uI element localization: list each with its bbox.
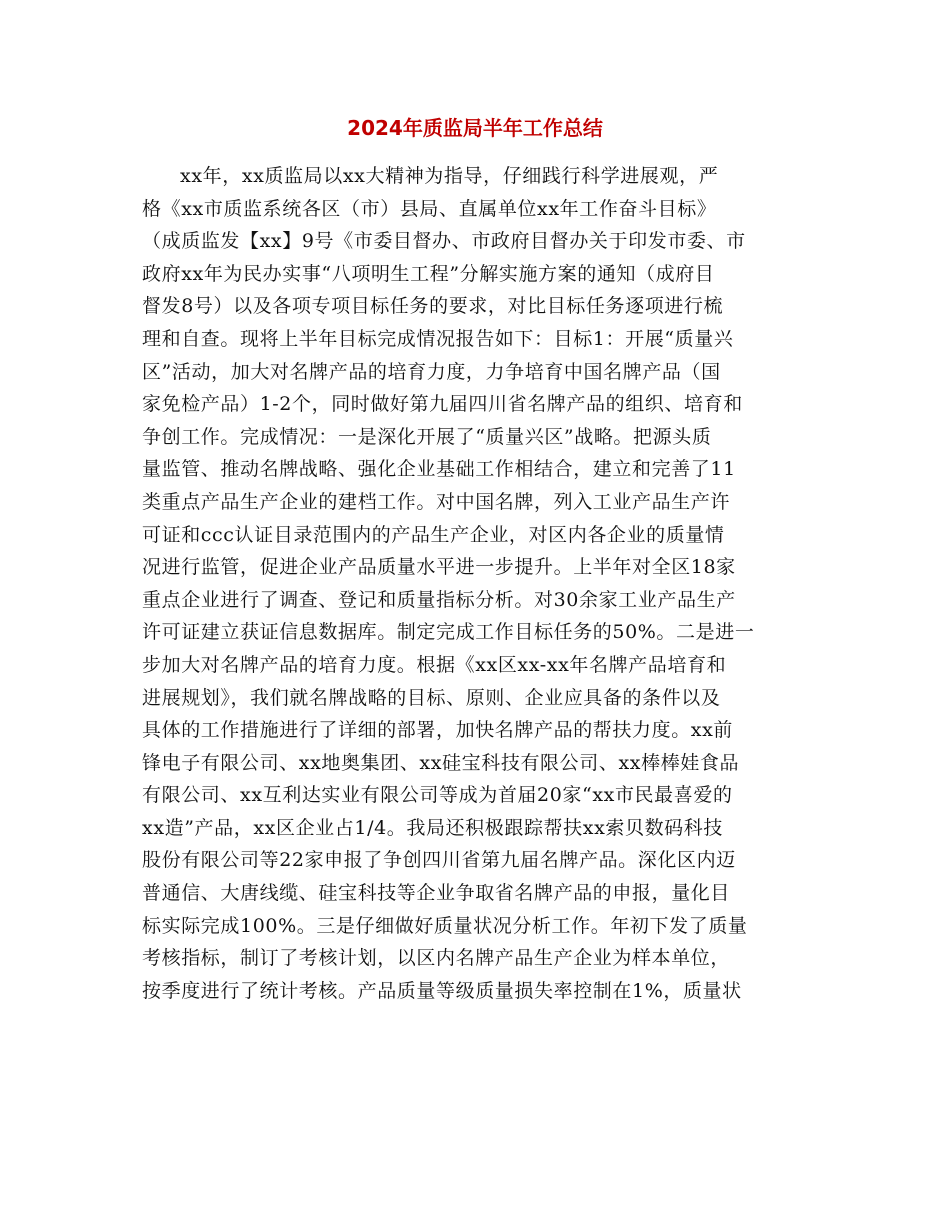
body-line: （成质监发【xx】9号《市委目督办、市政府目督办关于印发市委、市 bbox=[142, 230, 746, 253]
body-line: 区”活动，加大对名牌产品的培育力度，力争培育中国名牌产品（国 bbox=[142, 360, 721, 383]
document-title: 2024年质监局半年工作总结 bbox=[347, 116, 603, 140]
body-line: 类重点产品生产企业的建档工作。对中国名牌，列入工业产品生产许 bbox=[142, 490, 731, 513]
body-line: 具体的工作措施进行了详细的部署，加快名牌产品的帮扶力度。xx前 bbox=[142, 719, 734, 742]
body-line: 股份有限公司等22家申报了争创四川省第九届名牌产品。深化区内迈 bbox=[142, 849, 736, 872]
body-line: 政府xx年为民办实事“八项明生工程”分解实施方案的通知（成府目 bbox=[142, 262, 715, 285]
body-line: 考核指标，制订了考核计划，以区内名牌产品生产企业为样本单位， bbox=[142, 947, 731, 970]
body-line: 量监管、推动名牌战略、强化企业基础工作相结合，建立和完善了11 bbox=[142, 458, 736, 481]
body-line: 进展规划》，我们就名牌战略的目标、原则、企业应具备的条件以及 bbox=[142, 686, 721, 709]
body-line: 步加大对名牌产品的培育力度。根据《xx区xx-xx年名牌产品培育和 bbox=[142, 653, 727, 676]
body-line: 许可证建立获证信息数据库。制定完成工作目标任务的50%。二是进一 bbox=[142, 621, 755, 644]
body-line: 督发8号）以及各项专项目标任务的要求，对比目标任务逐项进行梳 bbox=[142, 295, 724, 318]
body-line: 重点企业进行了调查、登记和质量指标分析。对30余家工业产品生产 bbox=[142, 588, 736, 611]
body-line: 有限公司、xx互利达实业有限公司等成为首届20家“xx市民最喜爱的 bbox=[142, 784, 733, 807]
body-line: xx造”产品，xx区企业占1/4。我局还积极跟踪帮扶xx索贝数码科技 bbox=[142, 816, 723, 839]
body-line: 理和自查。现将上半年目标完成情况报告如下：目标1：开展“质量兴 bbox=[142, 327, 734, 350]
body-line: xx年，xx质监局以xx大精神为指导，仔细践行科学进展观，严 bbox=[180, 165, 719, 187]
document-body bbox=[142, 160, 822, 1007]
body-line: 标实际完成100%。三是仔细做好质量状况分析工作。年初下发了质量 bbox=[142, 914, 748, 937]
body-line: 锋电子有限公司、xx地奥集团、xx硅宝科技有限公司、xx棒棒娃食品 bbox=[142, 751, 740, 774]
body-line: 可证和ccc认证目录范围内的产品生产企业，对区内各企业的质量情 bbox=[142, 523, 725, 546]
body-line: 争创工作。完成情况：一是深化开展了“质量兴区”战略。把源头质 bbox=[142, 425, 712, 448]
body-line: 格《xx市质监系统各区（市）县局、直属单位xx年工作奋斗目标》 bbox=[142, 197, 717, 220]
body-line: 普通信、大唐线缆、硅宝科技等企业争取省名牌产品的申报，量化目 bbox=[142, 882, 731, 905]
body-line: 按季度进行了统计考核。产品质量等级质量损失率控制在1%，质量状 bbox=[142, 979, 742, 1002]
body-line: 家免检产品）1-2个，同时做好第九届四川省名牌产品的组织、培育和 bbox=[142, 393, 743, 416]
body-line: 况进行监管，促进企业产品质量水平进一步提升。上半年对全区18家 bbox=[142, 556, 736, 579]
